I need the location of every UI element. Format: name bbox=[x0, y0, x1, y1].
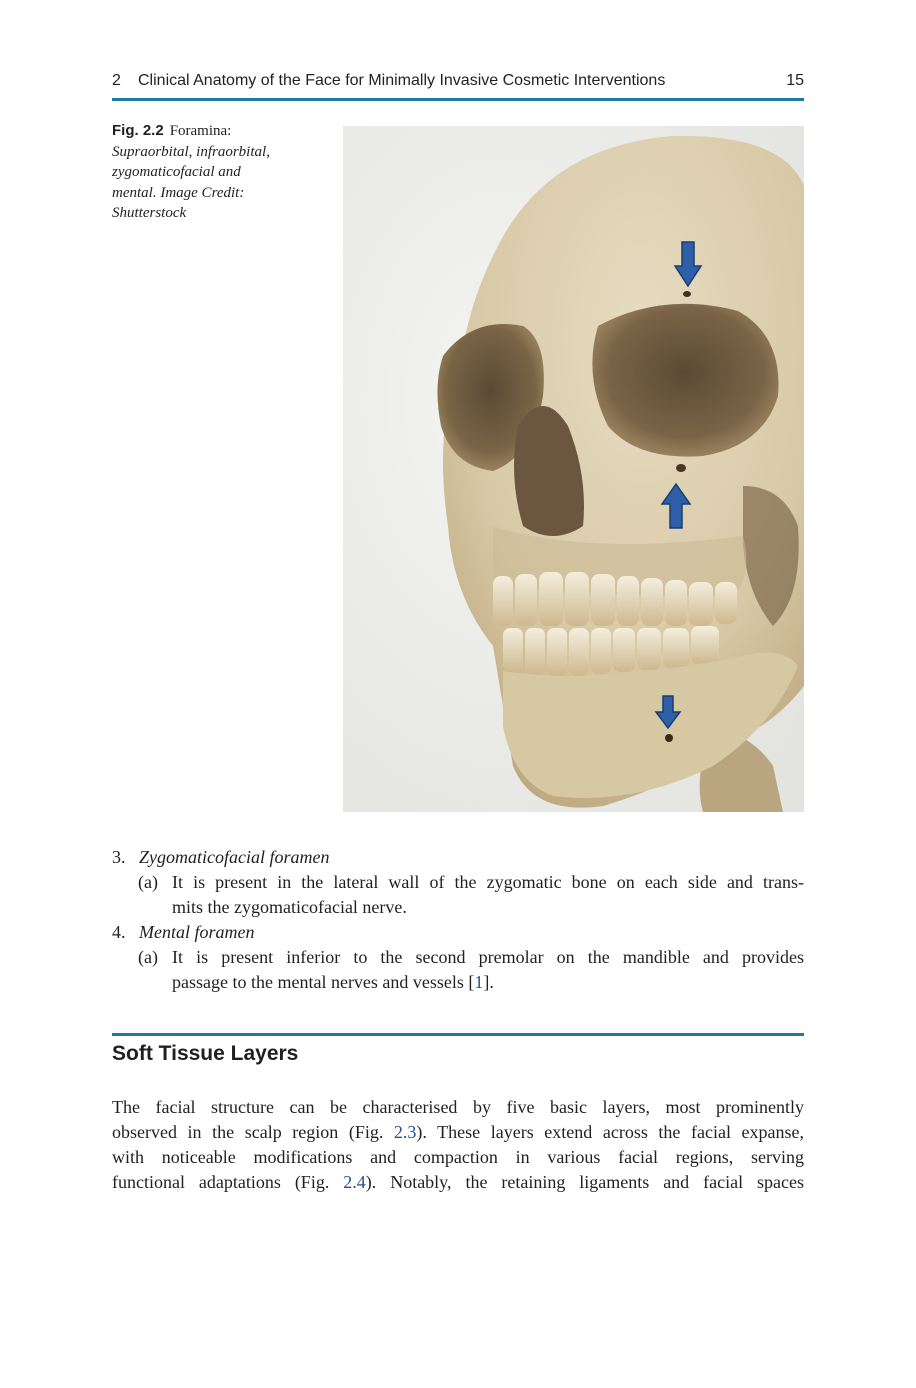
section-rule bbox=[112, 1033, 804, 1036]
text-run: observed in the scalp region (Fig. bbox=[112, 1122, 394, 1142]
page-number: 15 bbox=[786, 72, 804, 89]
chapter-number: 2 bbox=[112, 72, 121, 89]
list-number: 4. bbox=[112, 922, 126, 942]
figure-link[interactable]: 2.3 bbox=[393, 1122, 417, 1142]
list-term: Mental foramen bbox=[139, 922, 255, 942]
text-run: ]. bbox=[483, 972, 494, 992]
figure-title: Foramina: bbox=[169, 123, 232, 139]
list-subitem bbox=[112, 870, 804, 920]
foramina-list bbox=[112, 845, 804, 995]
text-run: ). These layers extend across the facial expanse, bbox=[416, 1122, 804, 1142]
list-subitem bbox=[112, 945, 804, 995]
body-paragraph bbox=[112, 1095, 804, 1195]
section-title: Soft Tissue Layers bbox=[112, 1042, 299, 1065]
list-term: Zygomaticofacial foramen bbox=[139, 847, 330, 867]
text-run: passage to the mental nerves and vessels [ bbox=[172, 972, 475, 992]
header-rule bbox=[112, 98, 804, 101]
list-item bbox=[112, 920, 804, 945]
running-title: Clinical Anatomy of the Face for Minimally Invasive Cosmetic Interventions bbox=[138, 72, 666, 89]
sub-text-line bbox=[172, 970, 804, 995]
citation-link[interactable]: 1 bbox=[474, 972, 484, 992]
caption-line: Shutterstock bbox=[112, 205, 187, 221]
sub-text-line: mits the zygomaticofacial nerve. bbox=[172, 897, 407, 917]
skull-illustration bbox=[343, 126, 804, 812]
caption-line: mental. Image Credit: bbox=[112, 184, 245, 201]
running-header bbox=[112, 70, 804, 98]
paragraph-line bbox=[112, 1170, 804, 1195]
paragraph-line: The facial structure can be characterised by five basic layers, most prominently bbox=[112, 1097, 804, 1117]
list-number: 3. bbox=[112, 847, 126, 867]
paragraph-line bbox=[112, 1120, 804, 1145]
sub-label: (a) bbox=[138, 947, 158, 967]
text-run: functional adaptations (Fig. bbox=[112, 1172, 344, 1192]
skull-photograph bbox=[343, 126, 804, 812]
sub-label: (a) bbox=[138, 872, 158, 892]
figure-link[interactable]: 2.4 bbox=[343, 1172, 366, 1192]
figure-label: Fig. 2.2 bbox=[112, 122, 164, 139]
list-item bbox=[112, 845, 804, 870]
paragraph-line: with noticeable modifications and compaction in various facial regions, serving bbox=[112, 1147, 804, 1167]
sub-text-line: It is present in the lateral wall of the zygomatic bone on each side and trans- bbox=[172, 872, 804, 892]
figure-caption bbox=[112, 121, 312, 224]
caption-line: Supraorbital, infraorbital, bbox=[112, 143, 270, 160]
text-run: ). Notably, the retaining ligaments and facial spaces bbox=[365, 1172, 804, 1192]
caption-line: zygomaticofacial and bbox=[112, 164, 241, 180]
sub-text-line: It is present inferior to the second premolar on the mandible and provides bbox=[172, 947, 804, 967]
